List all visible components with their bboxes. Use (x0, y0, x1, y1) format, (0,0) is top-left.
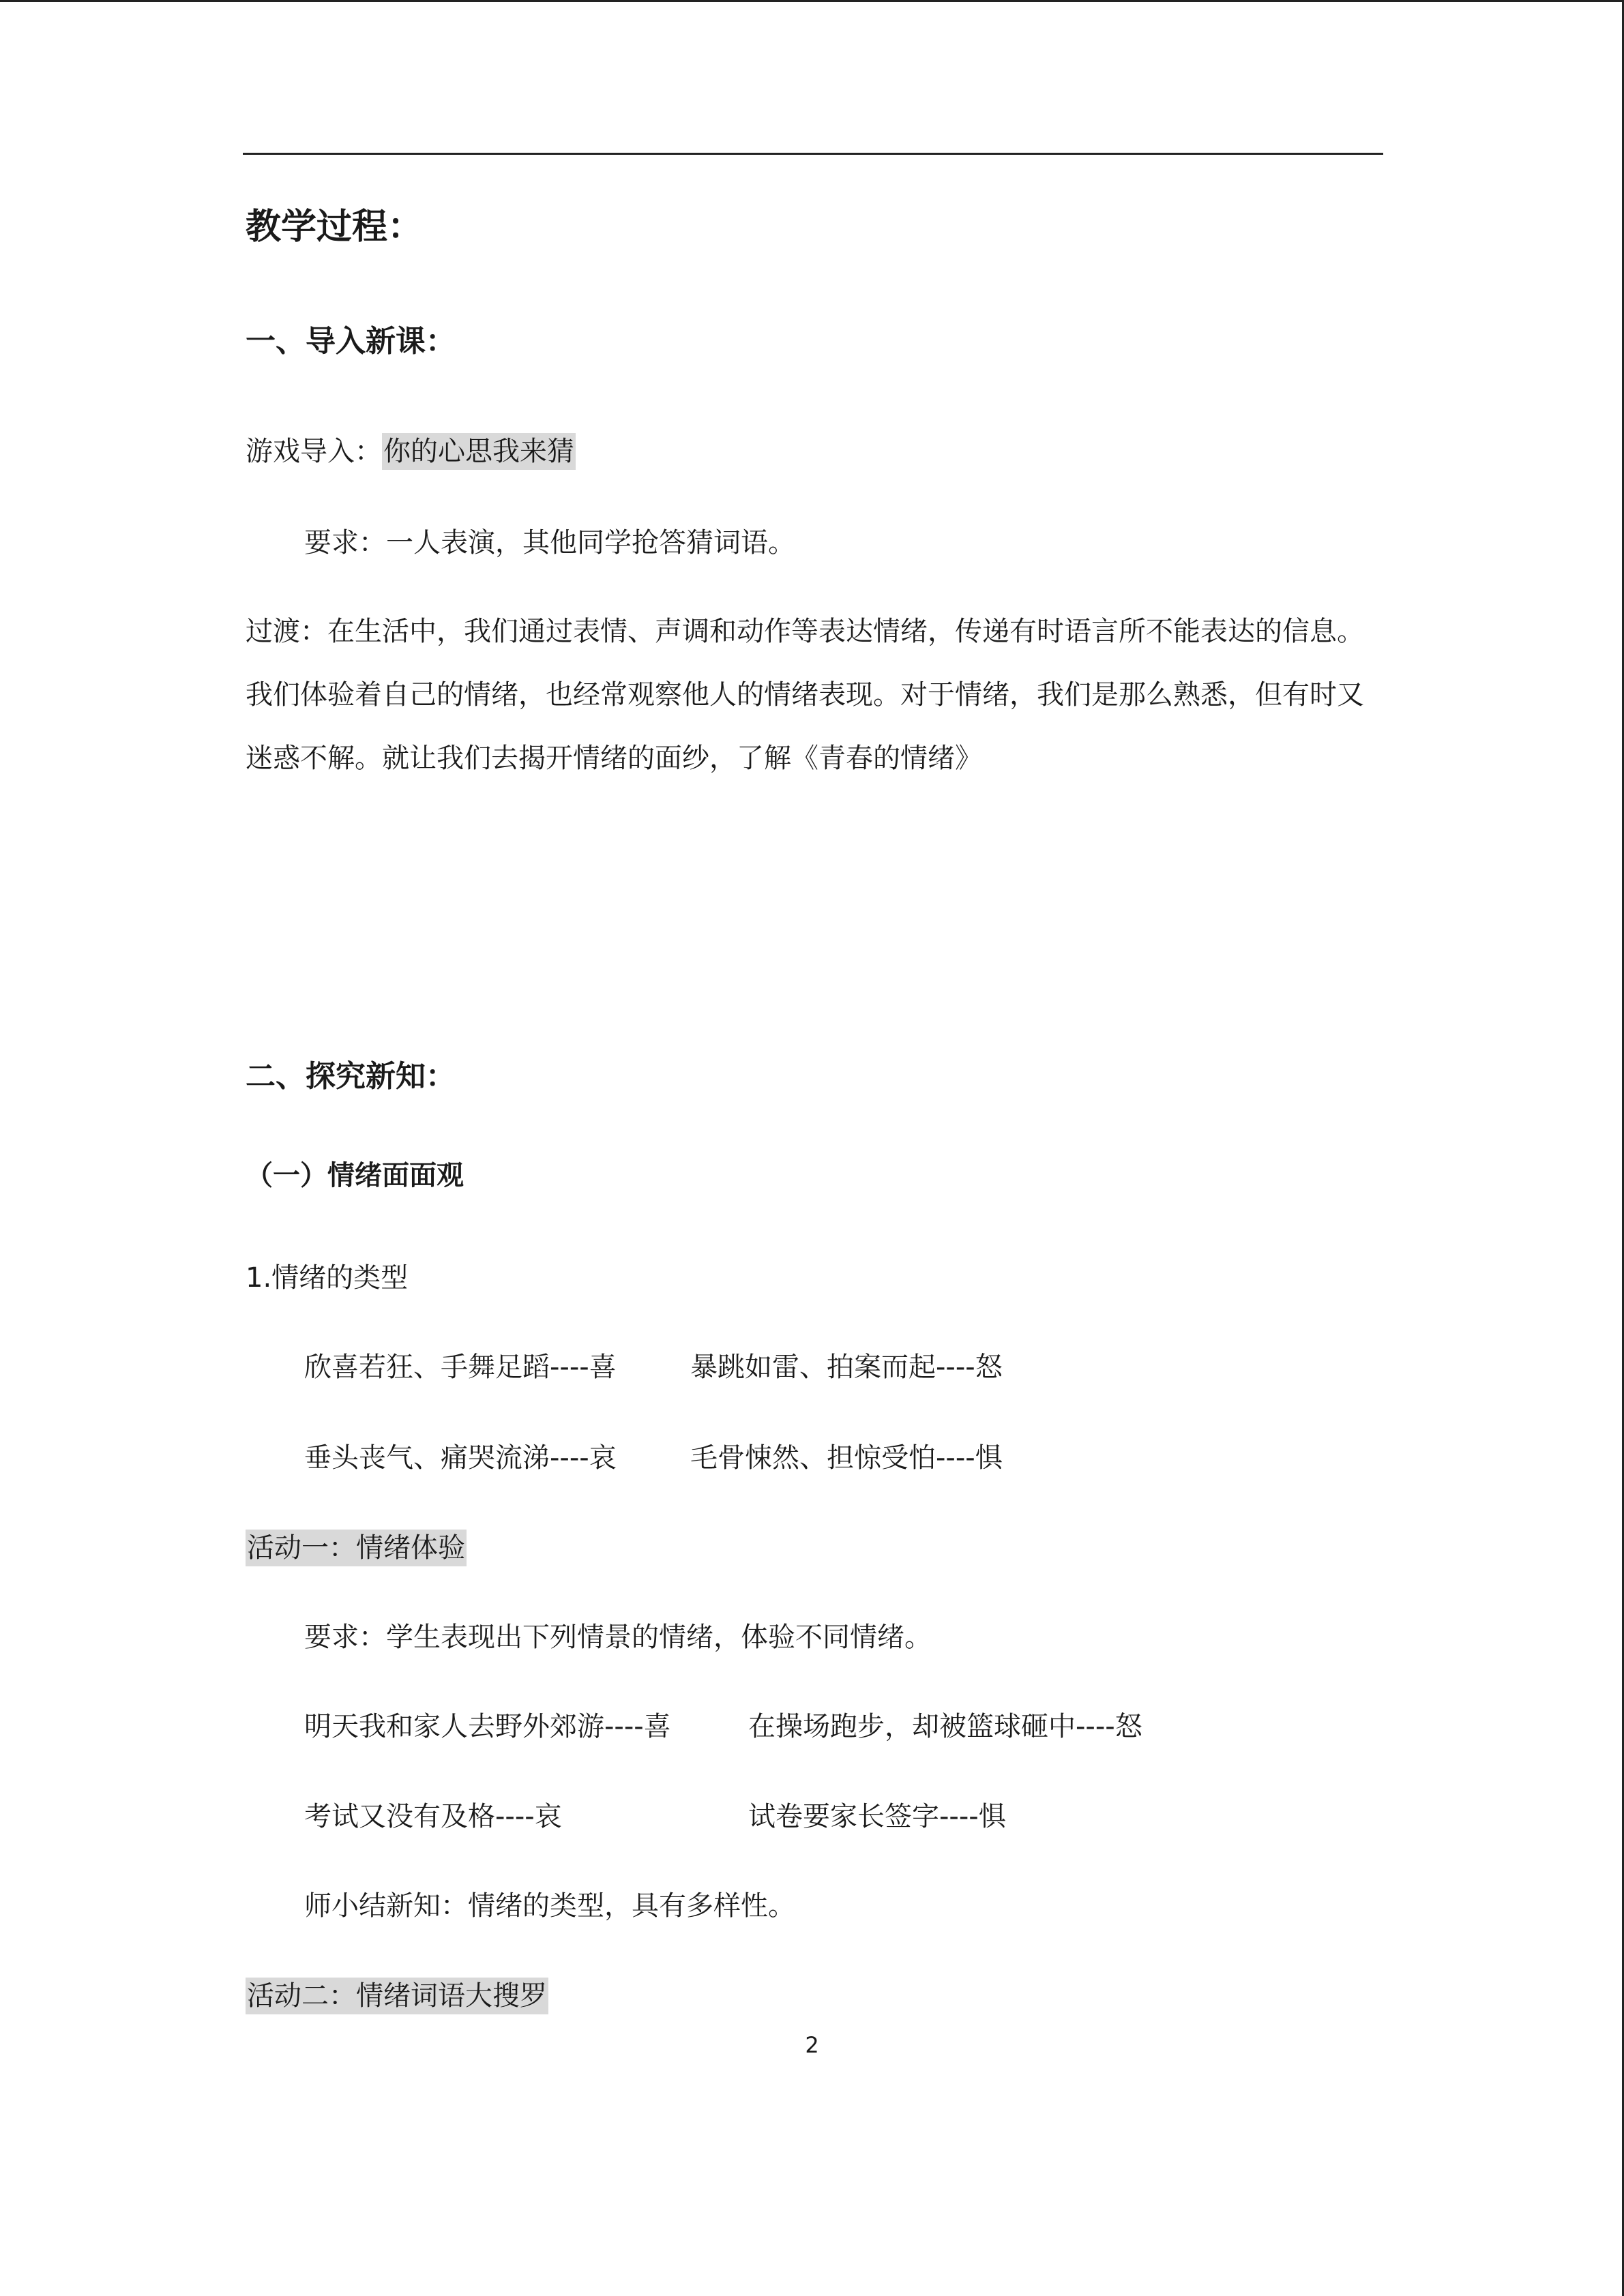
page-top-border (0, 0, 1624, 2)
section1-heading: 一、导入新课： (246, 324, 456, 359)
game-name: 你的心思我来猜 (382, 433, 576, 470)
scenario-2a: 考试又没有及格----哀 (304, 1801, 562, 1832)
activity1-summary: 师小结新知：情绪的类型，具有多样性。 (304, 1890, 795, 1922)
section2-heading: 二、探究新知： (246, 1059, 456, 1094)
scenario-1b: 在操场跑步，却被篮球砸中----怒 (748, 1711, 1142, 1742)
page-title: 教学过程： (246, 207, 424, 248)
game-label: 游戏导入： (246, 436, 382, 467)
emotion-pair-1a: 欣喜若狂、手舞足蹈----喜 (304, 1352, 617, 1383)
scenario-1a: 明天我和家人去野外郊游----喜 (304, 1711, 671, 1742)
activity2-title-line (246, 1974, 548, 2013)
emotion-pair-1b: 暴跳如雷、拍案而起----怒 (690, 1352, 1003, 1383)
transition-paragraph: 过渡：在生活中，我们通过表情、声调和动作等表达情绪，传递有时语言所不能表达的信息。我们体验着自己的情绪，也经常观察他人的情绪表现。对于情绪，我们是那么熟悉，但有时又迷惑不解。就让我们去揭开情绪的面纱，了解《青春的情绪》 (246, 616, 1364, 774)
activity1-title: 活动一：情绪体验 (246, 1530, 467, 1566)
activity2-title: 活动二：情绪词语大搜罗 (246, 1978, 548, 2014)
activity1-title-line (246, 1526, 467, 1565)
emotion-types-item: 1.情绪的类型 (246, 1262, 409, 1294)
emotion-pair-2b: 毛骨悚然、担惊受怕----惧 (690, 1442, 1003, 1474)
scenario-2b: 试卷要家长签字----惧 (748, 1801, 1006, 1832)
page-number: 2 (805, 2032, 819, 2058)
game-requirement: 要求：一人表演，其他同学抢答猜词语。 (304, 527, 795, 558)
game-intro-line (246, 430, 576, 468)
activity1-requirement: 要求：学生表现出下列情景的情绪，体验不同情绪。 (304, 1622, 932, 1653)
subsection-heading: （一）情绪面面观 (246, 1160, 464, 1191)
header-rule (243, 153, 1383, 155)
emotion-pair-2a: 垂头丧气、痛哭流涕----哀 (304, 1442, 617, 1474)
